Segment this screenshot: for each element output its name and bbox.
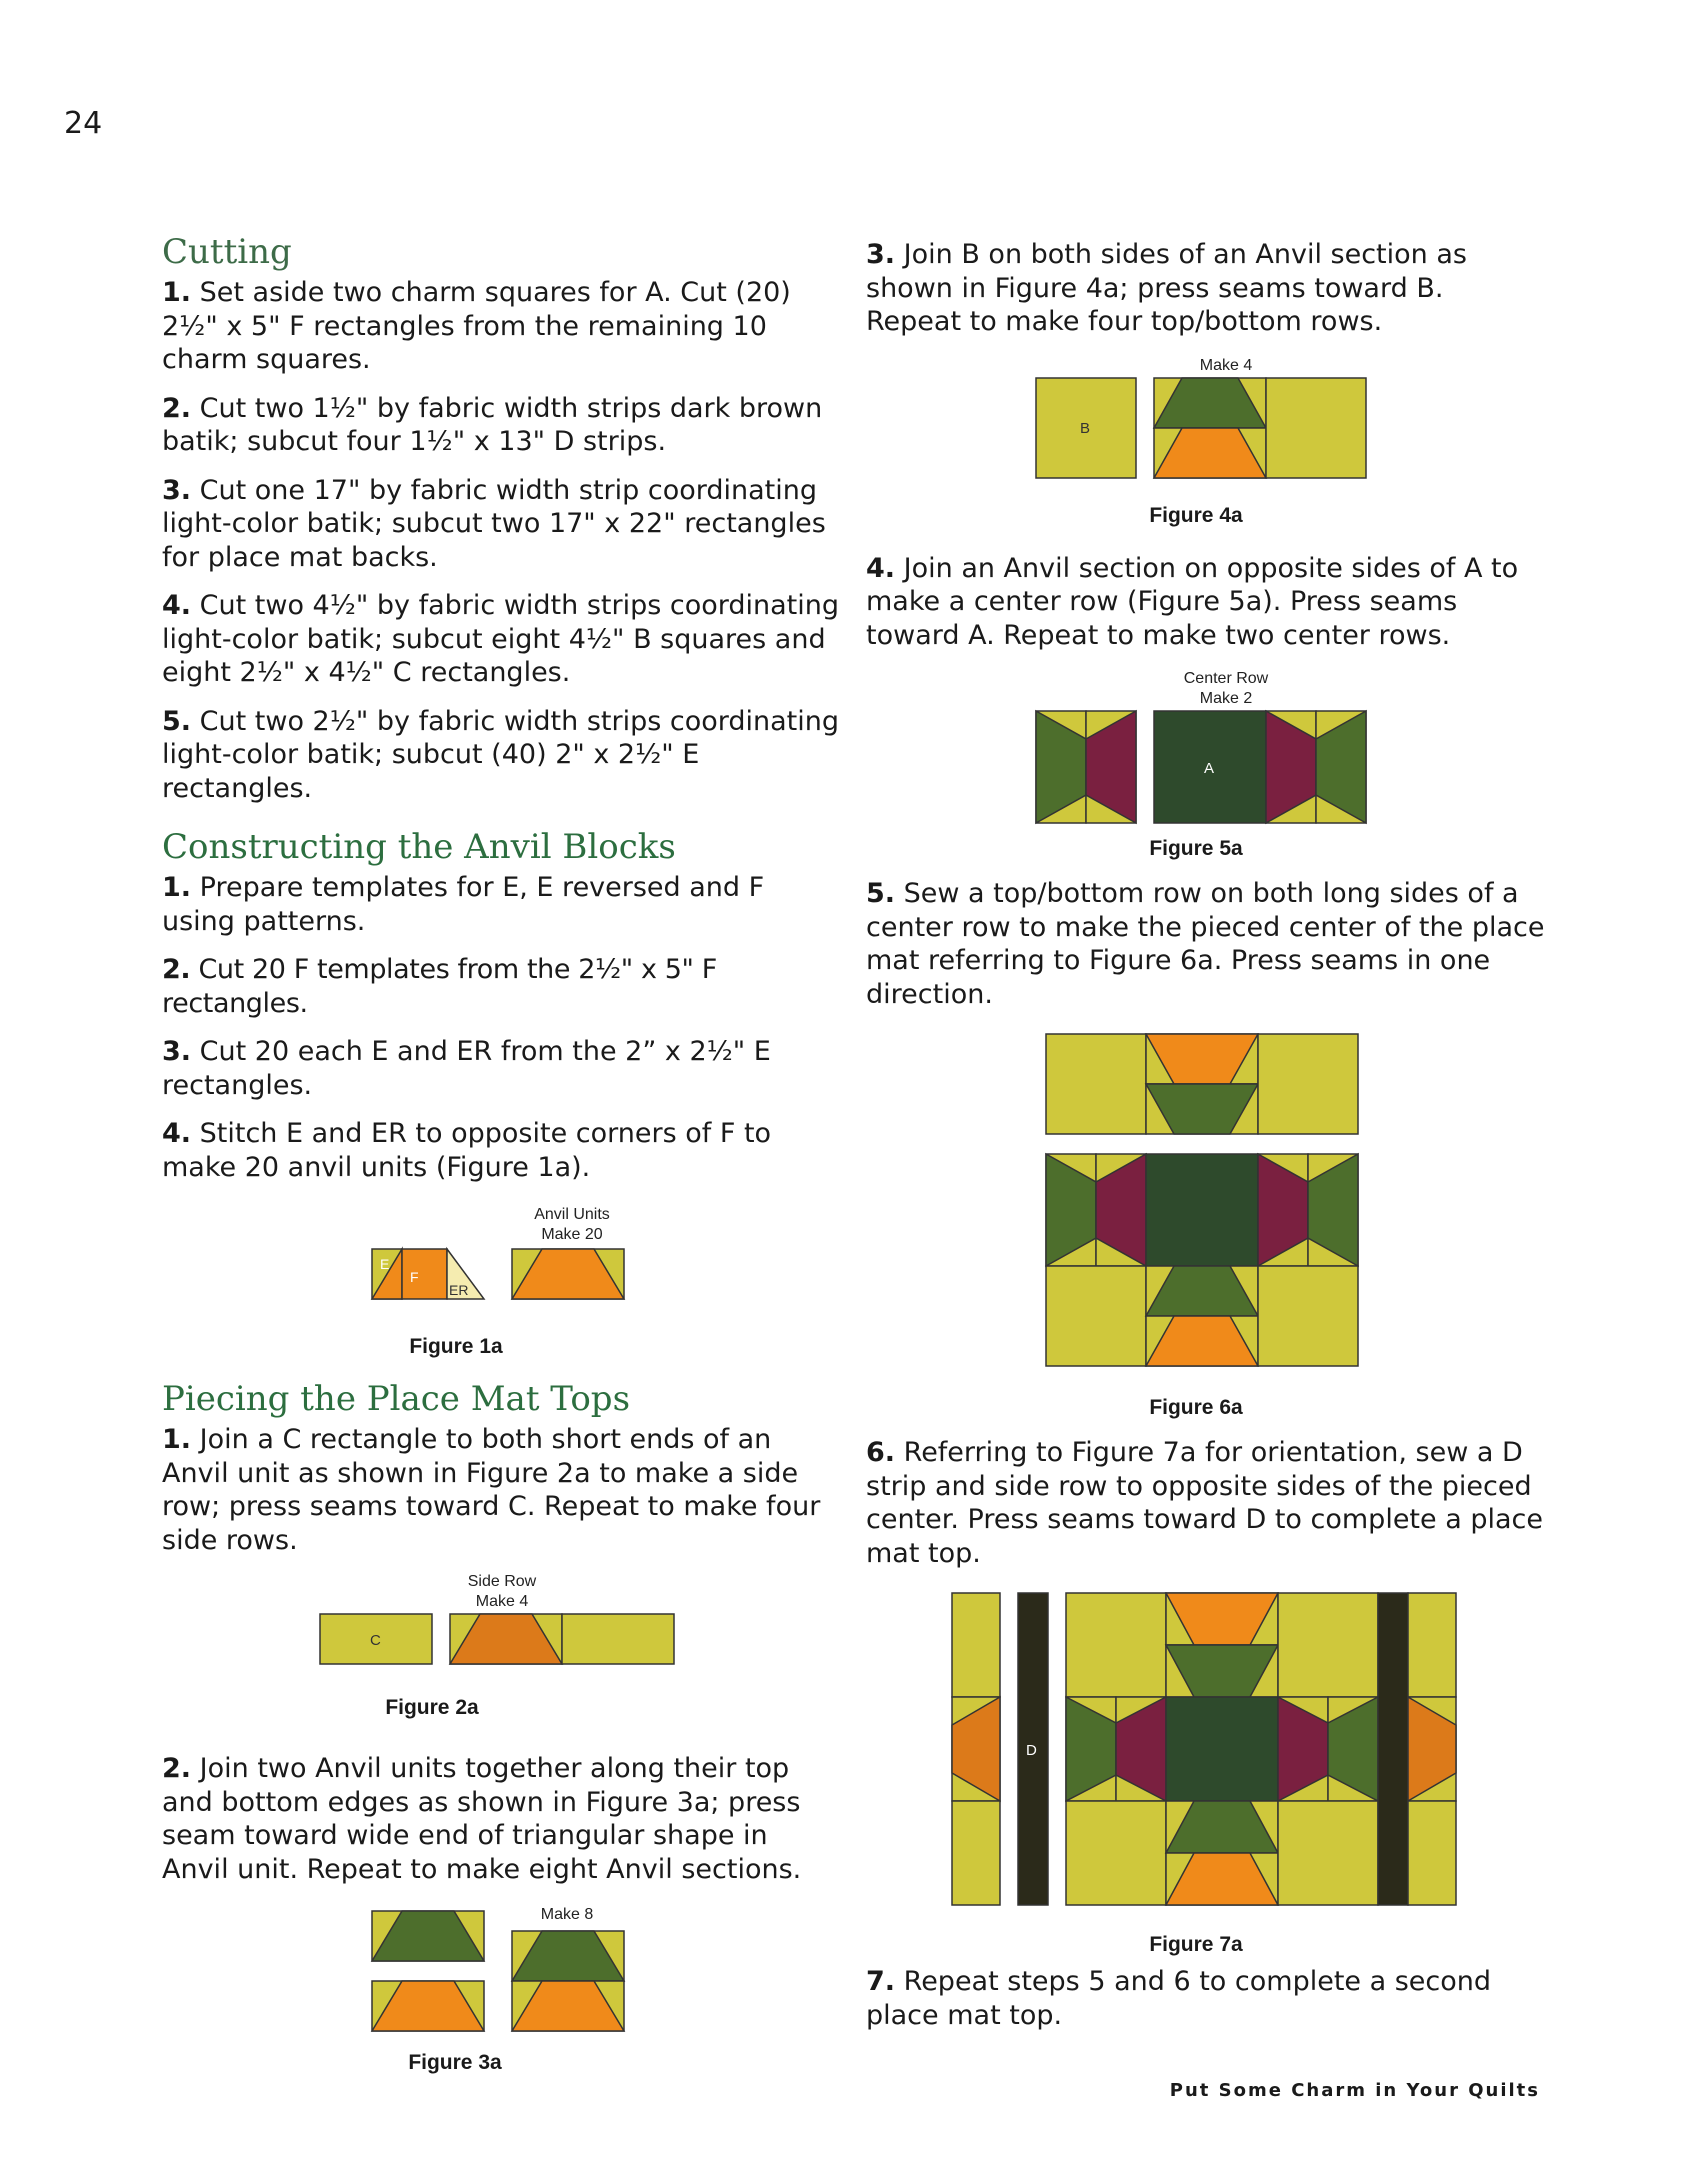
figure-6a-caption: Figure 6a [1149, 1396, 1243, 1419]
figure-7a-caption: Figure 7a [1149, 1933, 1243, 1956]
figure-6a [866, 1026, 1546, 1436]
figure-5a [866, 667, 1546, 877]
figure-2a-diagram [162, 1572, 842, 1692]
piecing-step-2: 2. Join two Anvil units together along their top and bottom edges as shown in Figure 3a; press seam toward wide end of triangular shape in Anvil unit. Repeat to make eight Anvil sections. [162, 1753, 802, 1885]
figure-5a-caption: Figure 5a [1149, 837, 1243, 860]
constructing-step-4: 4. Stitch E and ER to opposite corners of F to make 20 anvil units (Figure 1a). [162, 1118, 772, 1183]
piecing-step-3: 3. Join B on both sides of an Anvil section as shown in Figure 4a; press seams toward B. Repeat to make four top/bottom rows. [866, 239, 1467, 337]
cutting-step-1: 1. Set aside two charm squares for A. Cut (20) 2½" x 5" F rectangles from the remaining 10 charm squares. [162, 277, 791, 375]
page-footer: Put Some Charm in Your Quilts [1169, 2080, 1540, 2101]
figure-4a-label: Make 4 [1199, 356, 1253, 374]
left-column [162, 232, 842, 2091]
constructing-heading: Constructing the Anvil Blocks [162, 827, 676, 867]
figure-1a [162, 1199, 842, 1379]
figure-3a-label: Make 8 [540, 1906, 594, 1923]
cutting-step-5: 5. Cut two 2½" by fabric width strips coordinating light-color batik; subcut (40) 2" x 2½" E rectangles. [162, 705, 840, 804]
right-column [866, 238, 1546, 2047]
piece-label-c: C [370, 1632, 381, 1649]
figure-4a-caption: Figure 4a [1149, 503, 1243, 527]
figure-2a-caption: Figure 2a [385, 1696, 479, 1719]
cutting-step-3: 3. Cut one 17" by fabric width strip coordinating light-color batik; subcut two 17" x 22" rectangles for place mat backs. [162, 474, 826, 573]
figure-1a-caption: Figure 1a [409, 1335, 503, 1358]
figure-4a-diagram [866, 354, 1546, 494]
figure-5a-label: Center Row Make 2 [1183, 670, 1269, 707]
figure-7a [866, 1585, 1546, 1985]
figure-1a-diagram [162, 1199, 842, 1339]
figure-2a-label: Side Row Make 4 [467, 1573, 537, 1610]
piecing-step-7: 7. Repeat steps 5 and 6 to complete a second place mat top. [866, 1966, 1492, 2031]
piece-label-er: ER [449, 1282, 469, 1298]
figure-5a-diagram [866, 667, 1546, 827]
piece-label-d: D [1026, 1742, 1037, 1759]
figure-3a-diagram [162, 1901, 842, 2051]
cutting-heading: Cutting [162, 232, 292, 272]
page-number: 24 [64, 106, 103, 141]
figure-4a [866, 354, 1546, 552]
piecing-heading: Piecing the Place Mat Tops [162, 1379, 631, 1419]
piecing-step-1: 1. Join a C rectangle to both short ends of an Anvil unit as shown in Figure 2a to make a side row; press seams toward C. Repeat to make four side rows. [162, 1424, 821, 1556]
figure-3a [162, 1901, 842, 2091]
constructing-step-3: 3. Cut 20 each E and ER from the 2” x 2½" E rectangles. [162, 1036, 771, 1101]
piece-label-a: A [1204, 760, 1215, 777]
cutting-step-2: 2. Cut two 1½" by fabric width strips dark brown batik; subcut four 1½" x 13" D strips. [162, 392, 823, 457]
figure-1a-label: Anvil Units Make 20 [534, 1206, 610, 1243]
constructing-step-2: 2. Cut 20 F templates from the 2½" x 5" F rectangles. [162, 954, 717, 1019]
piecing-step-4: 4. Join an Anvil section on opposite sides of A to make a center row (Figure 5a). Press seams toward A. Repeat to make two center rows. [866, 552, 1519, 651]
figure-7a-diagram [866, 1585, 1546, 1925]
constructing-step-1: 1. Prepare templates for E, E reversed and F using patterns. [162, 872, 765, 937]
figure-2a [162, 1572, 842, 1752]
figure-6a-diagram [866, 1026, 1546, 1386]
piece-label-f: F [410, 1269, 419, 1285]
piece-label-b: B [1080, 419, 1091, 437]
piecing-step-5: 5. Sew a top/bottom row on both long sides of a center row to make the pieced center of the place mat referring to Figure 6a. Press seams in one direction. [866, 878, 1545, 1010]
cutting-step-4: 4. Cut two 4½" by fabric width strips coordinating light-color batik; subcut eight 4½" B squares and eight 2½" x 4½" C rectangles. [162, 590, 840, 688]
figure-3a-caption: Figure 3a [408, 2051, 502, 2074]
anvil-unit-icon [512, 1249, 624, 1299]
piecing-step-6: 6. Referring to Figure 7a for orientation, sew a D strip and side row to opposite sides of the pieced center. Press seams toward D to complete a place mat top. [866, 1437, 1543, 1569]
piece-label-e: E [380, 1256, 390, 1272]
